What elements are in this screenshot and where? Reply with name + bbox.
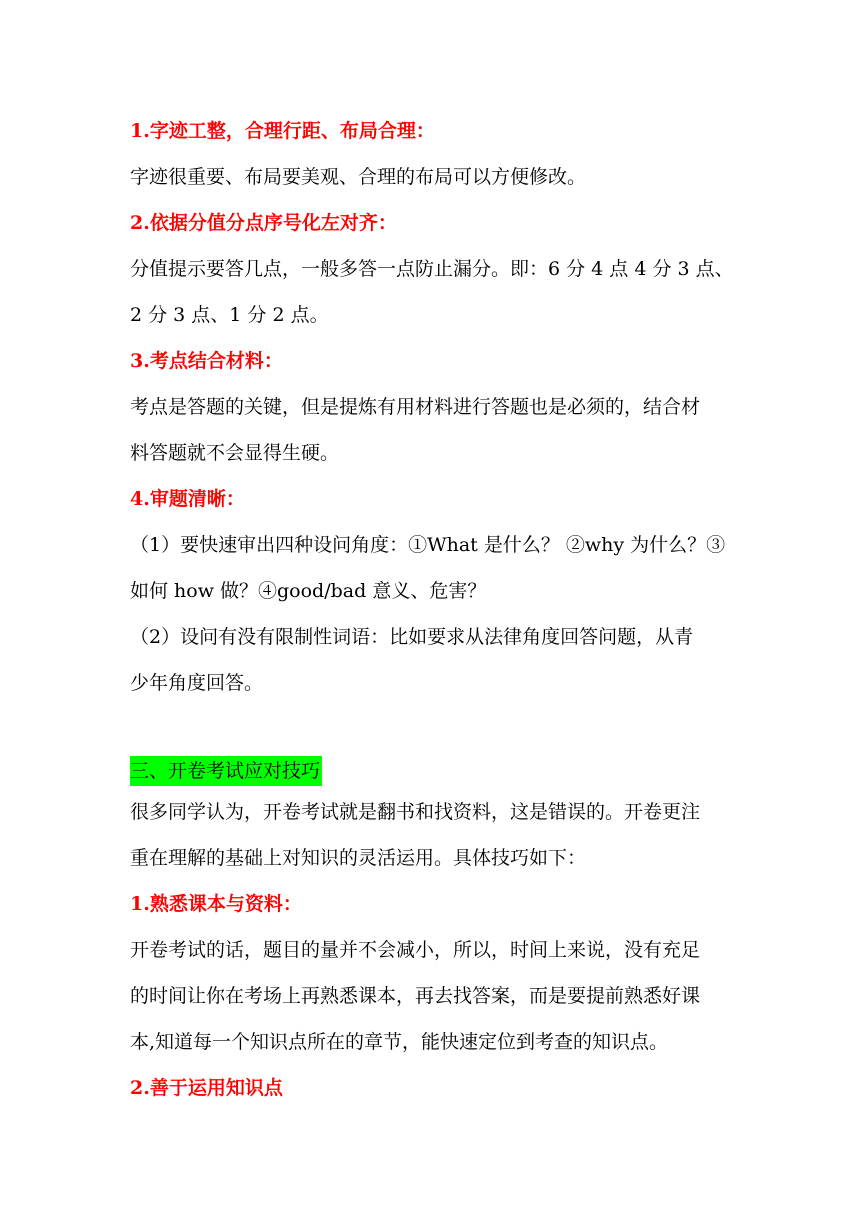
section-gap (130, 706, 740, 750)
paragraph-question-angles-line1: （1）要快速审出四种设问角度：①What 是什么？ ②why 为什么？③ (130, 534, 726, 556)
paragraph-handwriting: 字迹很重要、布局要美观、合理的布局可以方便修改。 (130, 166, 587, 188)
paragraph-restrictive-words-line1: （2）设问有没有限制性词语：比如要求从法律角度回答问题，从青 (130, 626, 694, 648)
document-page (130, 108, 740, 1111)
paragraph-familiar-textbook-line1: 开卷考试的话，题目的量并不会减小，所以，时间上来说，没有充足 (130, 939, 701, 961)
paragraph-familiar-textbook-line2: 的时间让你在考场上再熟悉课本，再去找答案，而是要提前熟悉好课 (130, 985, 701, 1007)
section-title-open-book: 三、开卷考试应对技巧 (130, 756, 322, 786)
heading-handwriting-layout: 1.字迹工整，合理行距、布局合理： (130, 120, 435, 142)
heading-familiar-textbook: 1.熟悉课本与资料： (130, 893, 302, 915)
heading-exam-points-material: 3.考点结合材料： (130, 350, 283, 372)
paragraph-open-book-intro-line1: 很多同学认为，开卷考试就是翻书和找资料，这是错误的。开卷更注 (130, 801, 701, 823)
paragraph-exam-points-line2: 料答题就不会显得生硬。 (130, 442, 340, 464)
paragraph-open-book-intro-line2: 重在理解的基础上对知识的灵活运用。具体技巧如下： (130, 847, 587, 869)
heading-read-question: 4.审题清晰： (130, 488, 245, 510)
paragraph-score-points-line2: 2 分 3 点、1 分 2 点。 (130, 304, 329, 326)
paragraph-question-angles-line2: 如何 how 做？④good/bad 意义、危害？ (130, 580, 487, 602)
paragraph-familiar-textbook-line3: 本,知道每一个知识点所在的章节，能快速定位到考查的知识点。 (130, 1031, 669, 1053)
paragraph-exam-points-line1: 考点是答题的关键，但是提炼有用材料进行答题也是必须的，结合材 (130, 396, 701, 418)
heading-score-points: 2.依据分值分点序号化左对齐： (130, 212, 397, 234)
heading-use-knowledge: 2.善于运用知识点 (130, 1077, 283, 1099)
paragraph-score-points-line1: 分值提示要答几点，一般多答一点防止漏分。即：6 分 4 点 4 分 3 点、 (130, 258, 734, 280)
paragraph-restrictive-words-line2: 少年角度回答。 (130, 672, 264, 694)
